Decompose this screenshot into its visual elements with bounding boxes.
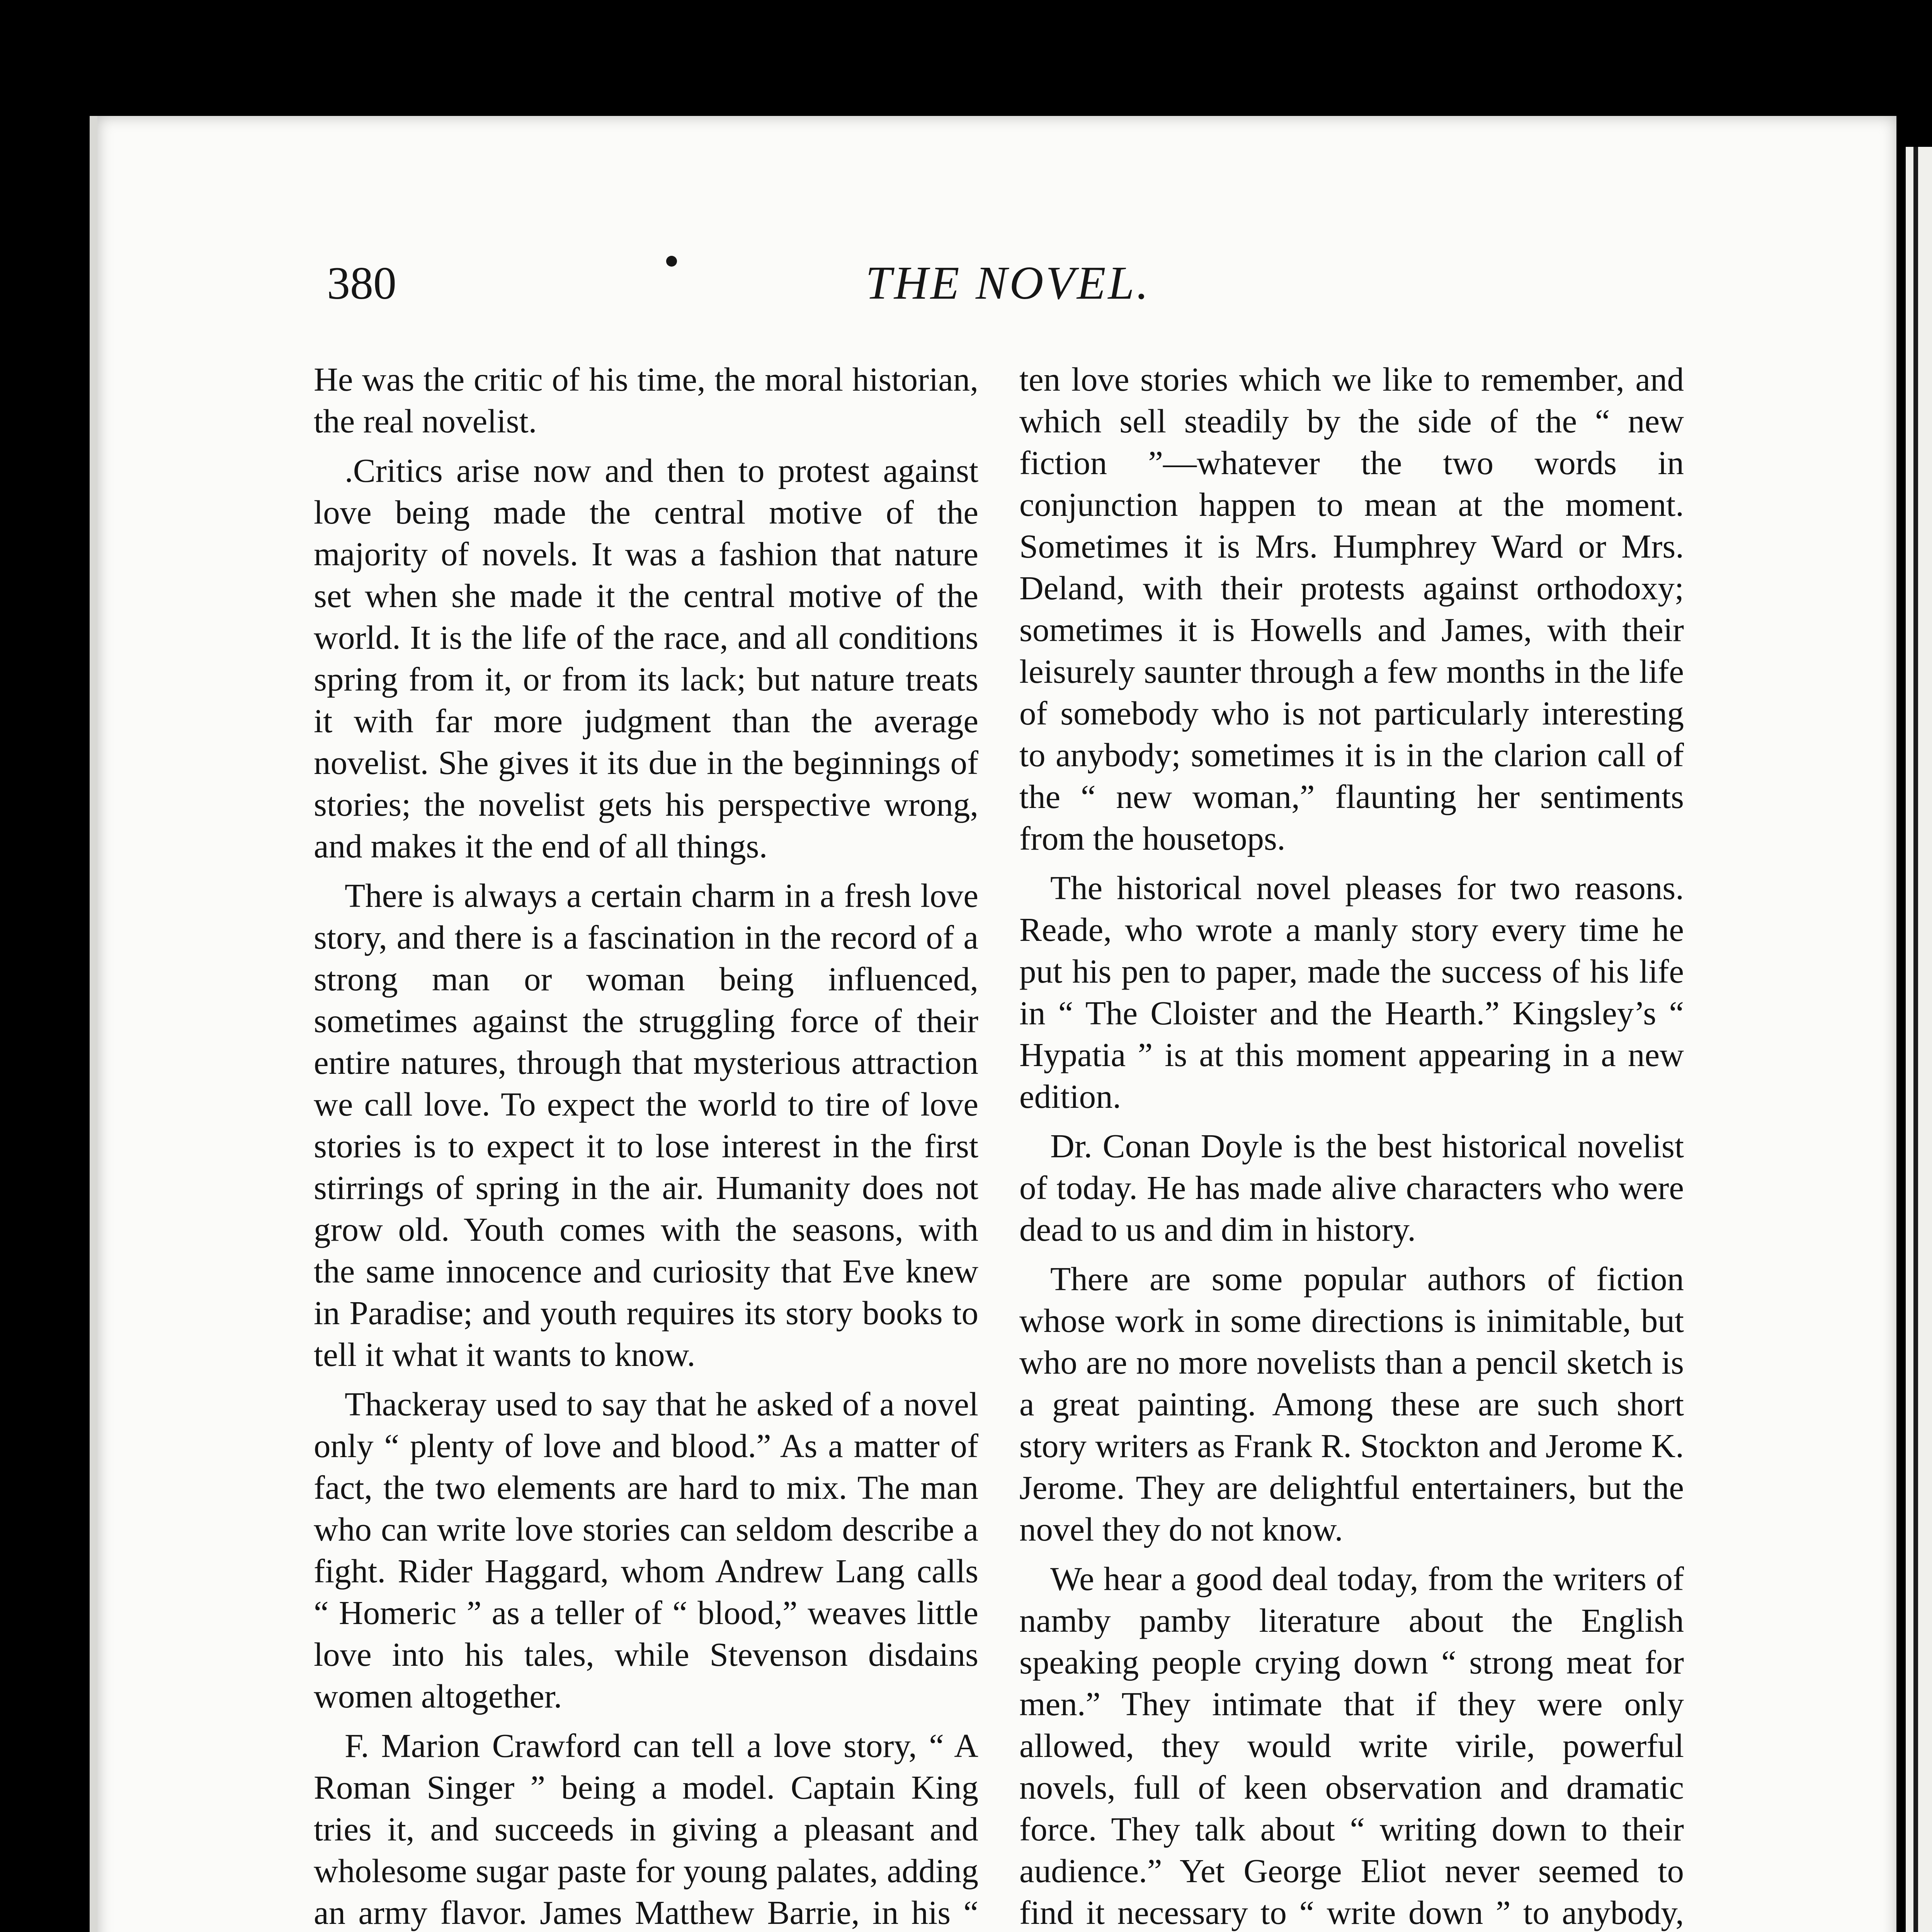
running-title: THE NOVEL. bbox=[866, 257, 1151, 309]
left-text-column bbox=[314, 359, 978, 1932]
paragraph: Thackeray used to say that he asked of a novel only “ plenty of love and blood.” As a matter of fact, the two elements are hard to mix. The man who can write love stories can seldom describe a fight. Rider Haggard, whom Andrew Lang calls “ Homeric ” as a teller of “ blood,” weaves little love into his tales, while Stevenson disdains women altogether. bbox=[314, 1385, 978, 1715]
next-page-gutter bbox=[1913, 147, 1918, 1932]
right-text-column bbox=[1019, 359, 1684, 1932]
printer-mark-dot bbox=[666, 256, 677, 267]
paragraph: Dr. Conan Doyle is the best historical novelist of today. He has made alive characters who were dead to us and dim in history. bbox=[1019, 1127, 1684, 1248]
paragraph: There are some popular authors of fiction whose work in some directions is inimitable, but who are no more novelists than a pencil sketch is a great painting. Among these are such short story writers as Frank R. Stockton and Jerome K. Jerome. They are delightful entertainers, but the novel they do not know. bbox=[1019, 1260, 1684, 1548]
page-number: 380 bbox=[327, 257, 396, 309]
paragraph: The historical novel pleases for two reasons. Reade, who wrote a manly story every time he put his pen to paper, made the success of his life in “ The Cloister and the Hearth.” Kingsley’s “ Hypatia ” is at this moment appearing in a new edition. bbox=[1019, 869, 1684, 1115]
paragraph: F. Marion Crawford can tell a love story, “ A Roman Singer ” being a model. Captain King tries it, and succeeds in giving a pleasant and wholesome sugar paste for young palates, adding an army flavor. James Matthew Barrie, in his “ bbox=[314, 1727, 978, 1931]
paragraph: ten love stories which we like to remember, and which sell steadily by the side of the “ new fiction ”—whatever the two words in conjunction happen to mean at the moment. Sometimes it is Mrs. Humphrey Ward or Mrs. Deland, with their protests against orthodoxy; sometimes it is Howells and James, with their leisurely saunter through a few months in the life of somebody who is not particularly interesting to anybody; sometimes it is in the clarion call of the “ new woman,” flaunting her sentiments from the housetops. bbox=[1019, 361, 1684, 857]
paragraph: There is always a certain charm in a fresh love story, and there is a fascination in the record of a strong man or woman being influenced, sometimes against the struggling force of their entire natures, through that mysterious attraction we call love. To expect the world to tire of love stories is to expect it to lose interest in the first stirrings of spring in the air. Humanity does not grow old. Youth comes with the seasons, with the same innocence and curiosity that Eve knew in Paradise; and youth requires its story books to tell it what it wants to know. bbox=[314, 877, 978, 1373]
paragraph: He was the critic of his time, the moral historian, the real novelist. bbox=[314, 361, 978, 440]
paragraph: .Critics arise now and then to protest against love being made the central motive of the majority of novels. It was a fashion that nature set when she made it the central motive of the world. It is the life of the race, and all conditions spring from it, or from its lack; but nature treats it with far more judgment than the average novelist. She gives it its due in the beginnings of stories; the novelist gets his perspective wrong, and makes it the end of all things. bbox=[314, 452, 978, 865]
paragraph: We hear a good deal today, from the writers of namby pamby literature about the English speaking people crying down “ strong meat for men.” They intimate that if they were only allowed, they would write virile, powerful novels, full of keen observation and dramatic force. They talk about “ writing down to their audience.” Yet George Eliot never seemed to find it necessary to “ write down ” to anybody, bbox=[1019, 1560, 1684, 1931]
next-page-edge bbox=[1906, 147, 1932, 1932]
